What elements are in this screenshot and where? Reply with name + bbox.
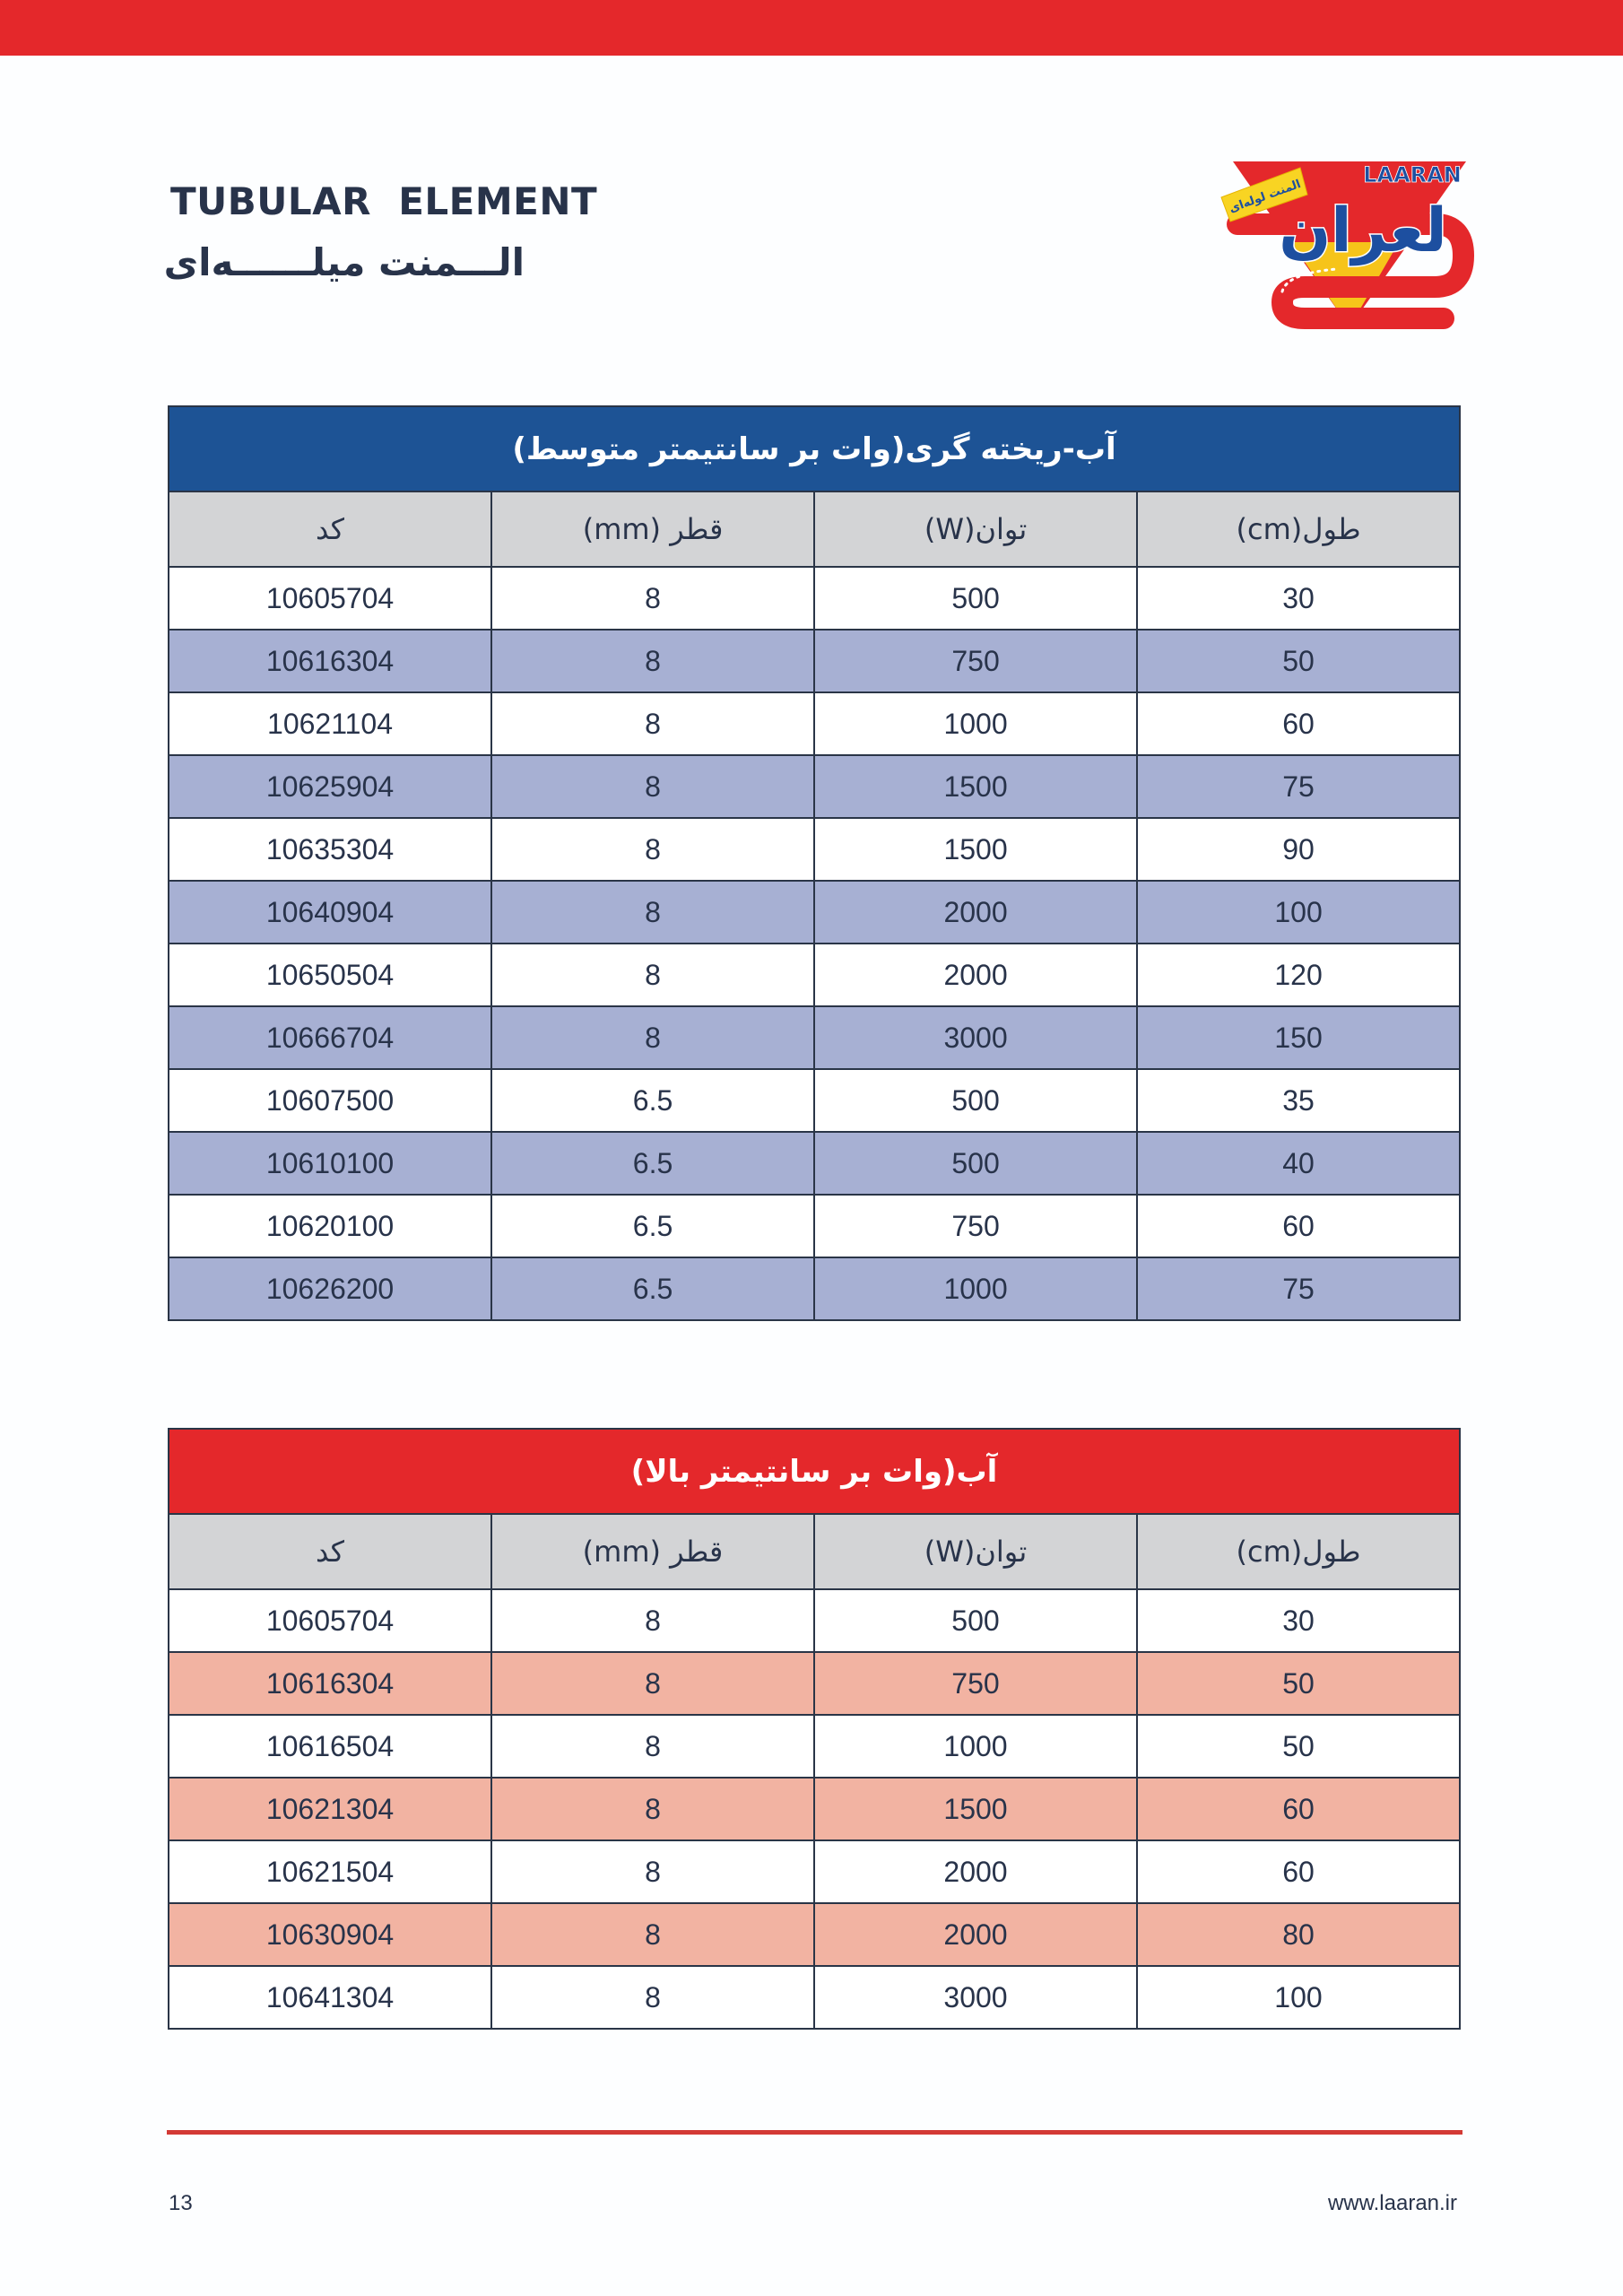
cell-length: 30 — [1137, 567, 1460, 630]
cell-code: 10635304 — [169, 818, 491, 881]
cell-diameter: 6.5 — [491, 1257, 814, 1320]
cell-length: 30 — [1137, 1589, 1460, 1652]
cell-length: 35 — [1137, 1069, 1460, 1132]
cell-diameter: 8 — [491, 1778, 814, 1840]
cell-power: 2000 — [814, 1903, 1137, 1966]
cell-diameter: 6.5 — [491, 1195, 814, 1257]
cell-diameter: 6.5 — [491, 1069, 814, 1132]
table-row — [169, 1589, 1460, 1652]
spec-table-high-density — [168, 1428, 1461, 2030]
table-row — [169, 1840, 1460, 1903]
logo-brand-fa: لعران — [1279, 196, 1447, 266]
table-row — [169, 1778, 1460, 1840]
cell-power: 500 — [814, 1589, 1137, 1652]
spec-table-medium-density — [168, 405, 1461, 1321]
column-header-power: توان(W) — [814, 491, 1137, 567]
table-row — [169, 1132, 1460, 1195]
cell-code: 10621504 — [169, 1840, 491, 1903]
table-row — [169, 1966, 1460, 2029]
cell-code: 10605704 — [169, 1589, 491, 1652]
cell-code: 10650504 — [169, 944, 491, 1006]
cell-diameter: 8 — [491, 1966, 814, 2029]
cell-length: 150 — [1137, 1006, 1460, 1069]
cell-length: 100 — [1137, 881, 1460, 944]
cell-diameter: 8 — [491, 1715, 814, 1778]
table-row — [169, 630, 1460, 692]
cell-code: 10605704 — [169, 567, 491, 630]
cell-power: 500 — [814, 1069, 1137, 1132]
cell-diameter: 8 — [491, 944, 814, 1006]
cell-code: 10641304 — [169, 1966, 491, 2029]
table-row — [169, 755, 1460, 818]
column-header-row — [169, 491, 1460, 567]
table-row — [169, 818, 1460, 881]
cell-diameter: 8 — [491, 630, 814, 692]
cell-length: 50 — [1137, 1652, 1460, 1715]
cell-diameter: 8 — [491, 567, 814, 630]
cell-diameter: 8 — [491, 881, 814, 944]
table-row — [169, 692, 1460, 755]
cell-code: 10640904 — [169, 881, 491, 944]
cell-length: 60 — [1137, 692, 1460, 755]
table-row — [169, 1069, 1460, 1132]
cell-code: 10616504 — [169, 1715, 491, 1778]
cell-length: 50 — [1137, 1715, 1460, 1778]
cell-length: 60 — [1137, 1195, 1460, 1257]
table-row — [169, 1652, 1460, 1715]
column-header-length: طول(cm) — [1137, 1514, 1460, 1589]
cell-code: 10630904 — [169, 1903, 491, 1966]
cell-power: 1500 — [814, 1778, 1137, 1840]
cell-length: 60 — [1137, 1778, 1460, 1840]
column-header-diameter: قطر (mm) — [491, 1514, 814, 1589]
cell-code: 10626200 — [169, 1257, 491, 1320]
website-link[interactable]: www.laaran.ir — [1327, 2191, 1457, 2215]
column-header-length: طول(cm) — [1137, 491, 1460, 567]
cell-code: 10620100 — [169, 1195, 491, 1257]
page-title-persian: الـــمنت میلــــــه‌ای — [163, 240, 525, 284]
cell-diameter: 8 — [491, 1903, 814, 1966]
cell-power: 1500 — [814, 755, 1137, 818]
footer-divider — [167, 2130, 1462, 2135]
cell-power: 2000 — [814, 881, 1137, 944]
table-row — [169, 1715, 1460, 1778]
cell-power: 3000 — [814, 1966, 1137, 2029]
cell-power: 1000 — [814, 1257, 1137, 1320]
cell-power: 2000 — [814, 944, 1137, 1006]
cell-diameter: 8 — [491, 1652, 814, 1715]
table-row — [169, 1257, 1460, 1320]
cell-length: 75 — [1137, 1257, 1460, 1320]
cell-power: 500 — [814, 1132, 1137, 1195]
column-header-power: توان(W) — [814, 1514, 1137, 1589]
cell-power: 500 — [814, 567, 1137, 630]
cell-length: 40 — [1137, 1132, 1460, 1195]
column-header-row — [169, 1514, 1460, 1589]
cell-length: 60 — [1137, 1840, 1460, 1903]
table-title: آب-ریخته گری(وات بر سانتیمتر متوسط) — [169, 406, 1460, 491]
table-row — [169, 1195, 1460, 1257]
cell-diameter: 8 — [491, 755, 814, 818]
cell-diameter: 8 — [491, 818, 814, 881]
laaran-logo — [1219, 157, 1480, 332]
top-red-bar — [0, 0, 1623, 56]
table-row — [169, 1903, 1460, 1966]
logo-brand-en: LAARAN — [1363, 162, 1462, 187]
cell-power: 1000 — [814, 692, 1137, 755]
cell-power: 750 — [814, 1195, 1137, 1257]
cell-code: 10625904 — [169, 755, 491, 818]
cell-code: 10616304 — [169, 630, 491, 692]
table-row — [169, 881, 1460, 944]
cell-length: 90 — [1137, 818, 1460, 881]
table-row — [169, 1006, 1460, 1069]
cell-diameter: 8 — [491, 1006, 814, 1069]
cell-diameter: 8 — [491, 1840, 814, 1903]
cell-code: 10621304 — [169, 1778, 491, 1840]
logo-tagline: المنت لوله‌ای — [1227, 177, 1303, 216]
table-title: آب(وات بر سانتیمتر بالا) — [169, 1429, 1460, 1514]
cell-power: 1500 — [814, 818, 1137, 881]
cell-code: 10621104 — [169, 692, 491, 755]
cell-code: 10610100 — [169, 1132, 491, 1195]
page-number: 13 — [169, 2191, 193, 2215]
cell-power: 2000 — [814, 1840, 1137, 1903]
cell-power: 1000 — [814, 1715, 1137, 1778]
cell-power: 3000 — [814, 1006, 1137, 1069]
cell-diameter: 8 — [491, 692, 814, 755]
cell-diameter: 6.5 — [491, 1132, 814, 1195]
cell-code: 10666704 — [169, 1006, 491, 1069]
cell-power: 750 — [814, 630, 1137, 692]
column-header-diameter: قطر (mm) — [491, 491, 814, 567]
cell-code: 10607500 — [169, 1069, 491, 1132]
column-header-code: کد — [169, 491, 491, 567]
table-row — [169, 944, 1460, 1006]
cell-length: 120 — [1137, 944, 1460, 1006]
table-row — [169, 567, 1460, 630]
cell-length: 100 — [1137, 1966, 1460, 2029]
cell-code: 10616304 — [169, 1652, 491, 1715]
cell-length: 50 — [1137, 630, 1460, 692]
cell-power: 750 — [814, 1652, 1137, 1715]
cell-length: 80 — [1137, 1903, 1460, 1966]
cell-diameter: 8 — [491, 1589, 814, 1652]
cell-length: 75 — [1137, 755, 1460, 818]
page-title-english: TUBULAR ELEMENT — [170, 179, 598, 223]
column-header-code: کد — [169, 1514, 491, 1589]
